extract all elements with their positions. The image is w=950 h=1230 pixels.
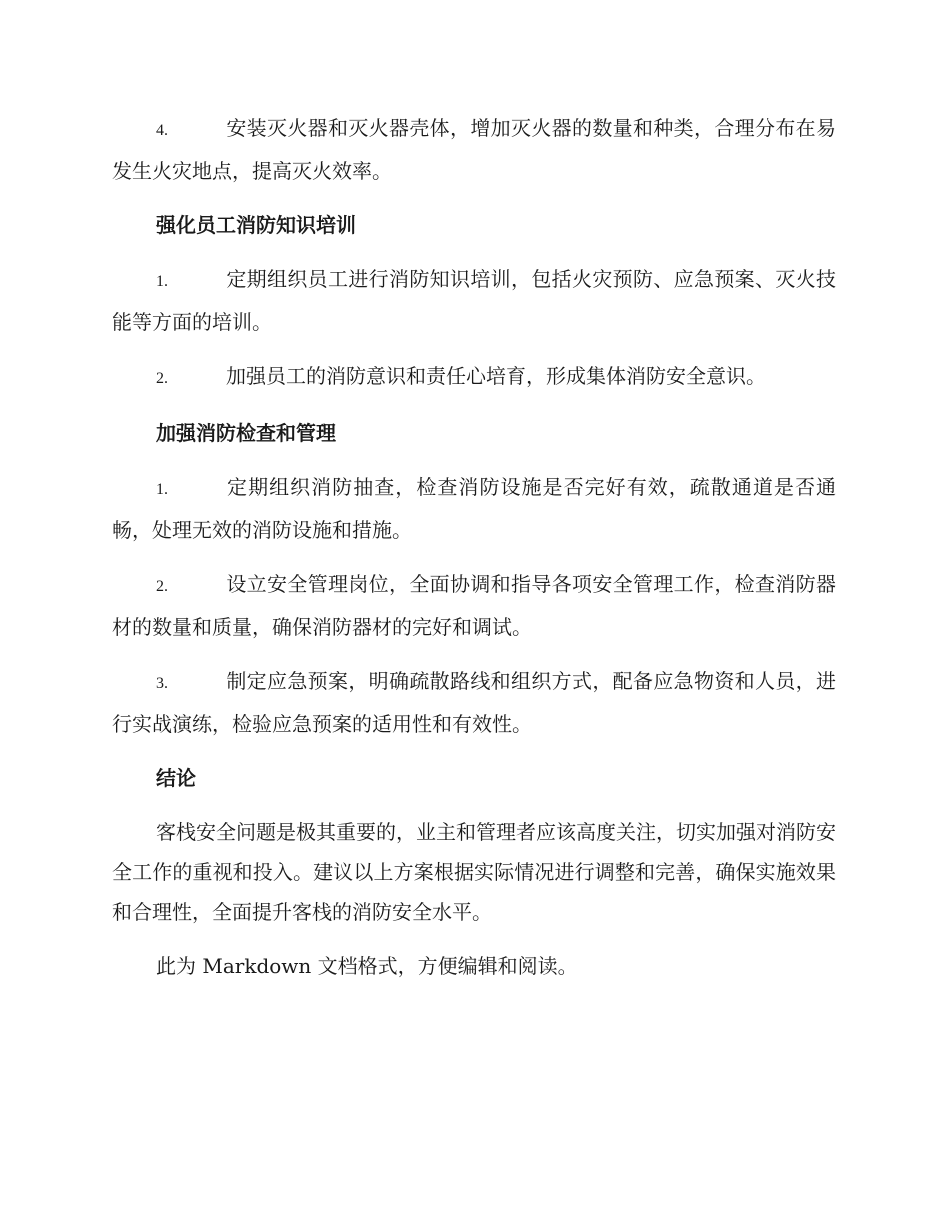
list-item-text: 加强员工的消防意识和责任心培育，形成集体消防安全意识。 xyxy=(226,364,766,388)
format-note-paragraph: 此为 Markdown 文档格式，方便编辑和阅读。 xyxy=(156,954,578,978)
list-number: 3. xyxy=(156,675,168,692)
list-number: 4. xyxy=(156,122,168,139)
list-item-text: 制定应急预案，明确疏散路线和组织方式，配备应急物资和人员，进行实战演练，检验应急预案的适用性和有效性。 xyxy=(112,669,836,736)
list-number: 2. xyxy=(156,370,168,387)
conclusion-paragraph: 客栈安全问题是极其重要的，业主和管理者应该高度关注，切实加强对消防安全工作的重视和投入。建议以上方案根据实际情况进行调整和完善，确保实施效果和合理性，全面提升客栈的消防安全水平。 xyxy=(112,820,836,924)
list-number: 1. xyxy=(156,481,168,498)
document-page xyxy=(112,108,836,1000)
list-item-text: 定期组织消防抽查，检查消防设施是否完好有效，疏散通道是否通畅，处理无效的消防设施和措施。 xyxy=(112,475,836,542)
section-heading-inspection: 加强消防检查和管理 xyxy=(156,421,336,445)
list-item xyxy=(112,259,836,342)
list-item-text: 设立安全管理岗位，全面协调和指导各项安全管理工作，检查消防器材的数量和质量，确保消防器材的完好和调试。 xyxy=(112,572,836,639)
list-number: 2. xyxy=(156,578,168,595)
list-item xyxy=(112,564,836,647)
list-item xyxy=(112,108,836,191)
list-number: 1. xyxy=(156,273,168,290)
list-item xyxy=(112,467,836,550)
list-item xyxy=(112,356,836,399)
section-heading-conclusion: 结论 xyxy=(156,766,196,790)
list-item-text: 安装灭火器和灭火器壳体，增加灭火器的数量和种类，合理分布在易发生火灾地点，提高灭火效率。 xyxy=(112,116,836,183)
section-heading-training: 强化员工消防知识培训 xyxy=(156,213,356,237)
list-item-text: 定期组织员工进行消防知识培训，包括火灾预防、应急预案、灭火技能等方面的培训。 xyxy=(112,267,836,334)
list-item xyxy=(112,661,836,744)
